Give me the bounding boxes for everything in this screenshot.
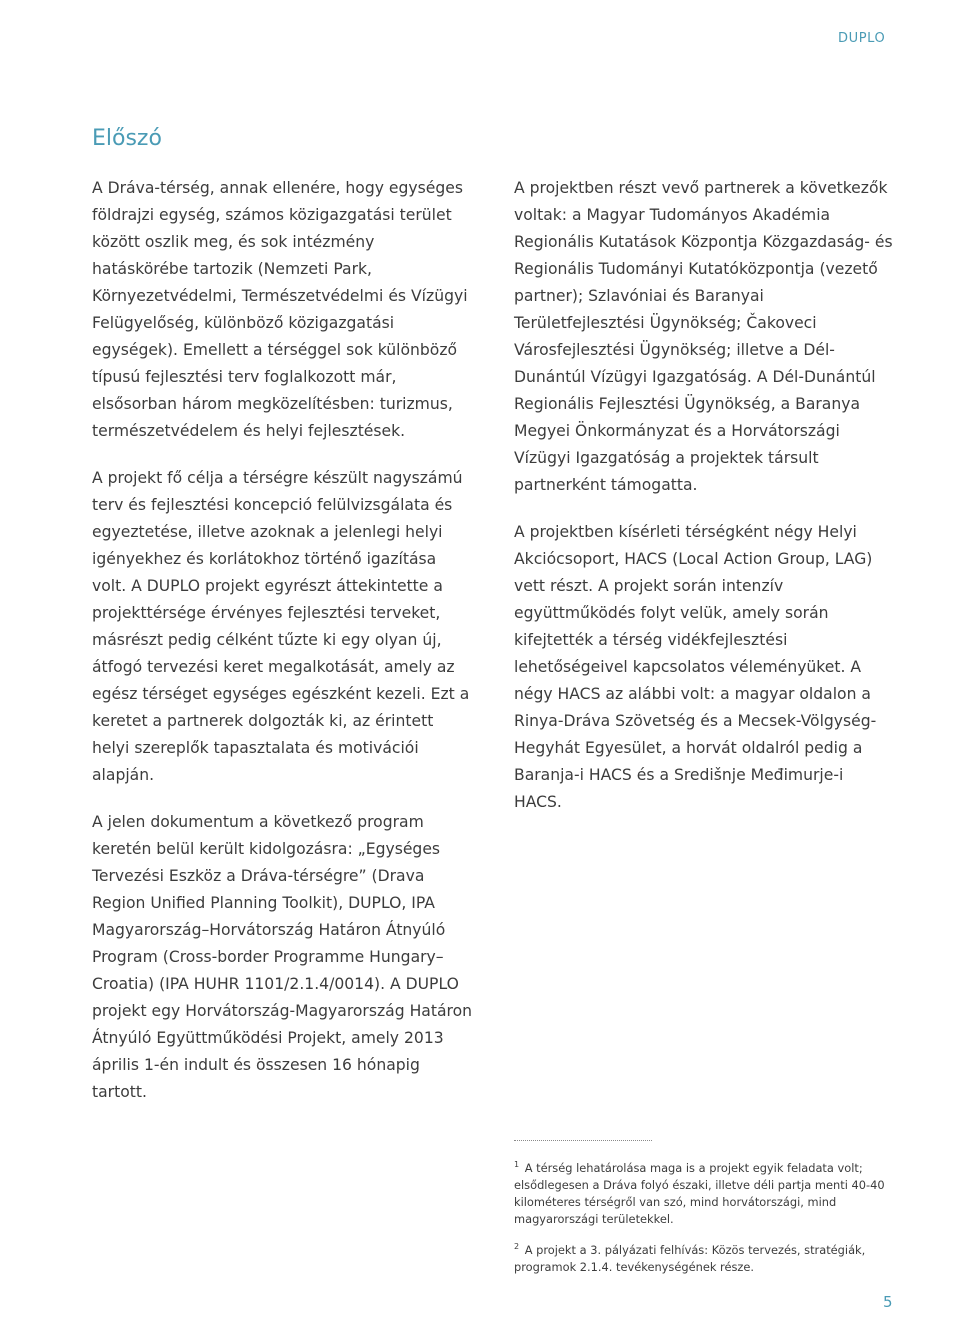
paragraph: A Dráva-térség, annak ellenére, hogy egységes földrajzi egység, számos közigazgatási terület között oszlik meg, és sok intézmény hatáskörébe tartozik (Nemzeti Park, Környezetvédelmi, Természetvédelmi és Vízügyi Felügyelőség, különböző közigazgatási egységek). Emellett a térséggel sok különböző típusú fejlesztési terv foglalkozott már, elsősorban három megközelítésben: turizmus, természetvédelem és helyi fejlesztések. — [92, 179, 468, 440]
left-column — [92, 175, 472, 1126]
footnote-mark: 2 — [514, 1242, 520, 1252]
page-title: Előszó — [92, 126, 162, 151]
footnote-mark: 1 — [514, 1160, 520, 1170]
paragraph: A projekt fő célja a térségre készült nagyszámú terv és fejlesztési koncepció felülvizsgálata és egyeztetése, illetve azoknak a jelenlegi helyi igényekhez és korlátokhoz történő igazítása volt. A DUPLO projekt egyrészt áttekintette a projekttérsége érvényes fejlesztési terveket, másrészt pedig célként tűzte ki egy olyan új, átfogó tervezési keret megalkotását, amely az egész térséget egységes egészként kezeli. Ezt a keretet a partnerek dolgozták ki, az érintett helyi szereplők tapasztalata és motivációi alapján. — [92, 469, 470, 784]
footnote-text: A projekt a 3. pályázati felhívás: Közös tervezés, stratégiák, programok 2.1.4. tevékenységének része. — [514, 1243, 866, 1274]
right-column — [514, 175, 894, 836]
footnote-text: A térség lehatárolása maga is a projekt egyik feladata volt; elsődlegesen a Dráva folyó északi, illetve déli partja menti 40-40 kilométeres térségről van szó, mind horvátországi, mind magyarországi területekkel. — [514, 1161, 885, 1226]
paragraph: A jelen dokumentum a következő program keretén belül került kidolgozásra: „Egységes Tervezési Eszköz a Dráva-térségre” (Drava Region Unified Planning Toolkit), DUPLO, IPA Magyarország–Horvátország Határon Átnyúló Program (Cross-border Programme Hungary–Croatia) (IPA HUHR 1101/2.1.4/0014). A DUPLO projekt egy Horvátország-Magyarország Határon Átnyúló Együttműködési Projekt, amely 2013 április 1-én indult és összesen 16 hónapig tartott. — [92, 813, 473, 1101]
footnote-2 — [514, 1242, 894, 1276]
paragraph: A projektben kísérleti térségként négy Helyi Akciócsoport, HACS (Local Action Group, LAG) vett részt. A projekt során intenzív együttműködés folyt velük, amely során kifejtették a térség vidékfejlesztési lehetőségeivel kapcsolatos véleményüket. A négy HACS az alábbi volt: a magyar oldalon a Rinya-Dráva Szövetség és a Mecsek-Völgység-Hegyhát Egyesület, a horvát oldalról pedig a Baranja-i HACS és a Središnje Međimurje-i HACS. — [514, 523, 877, 811]
footnotes — [514, 1160, 894, 1290]
running-header: DUPLO — [838, 31, 886, 46]
footnote-1 — [514, 1160, 894, 1228]
page-number: 5 — [883, 1293, 893, 1311]
paragraph: A projektben részt vevő partnerek a következők voltak: a Magyar Tudományos Akadémia Regionális Kutatások Központja Közgazdaság- és Regionális Tudományi Kutatóközpontja (vezető partner); Szlavóniai és Baranyai Területfejlesztési Ügynökség; Čakoveci Városfejlesztési Ügynökség; illetve a Dél-Dunántúl Vízügyi Igazgatóság. A Dél-Dunántúl Regionális Fejlesztési Ügynökség, a Baranya Megyei Önkormányzat és a Horvátországi Vízügyi Igazgatóság a projektek társult partnerként támogatta. — [514, 179, 893, 494]
footnote-divider — [514, 1140, 652, 1141]
